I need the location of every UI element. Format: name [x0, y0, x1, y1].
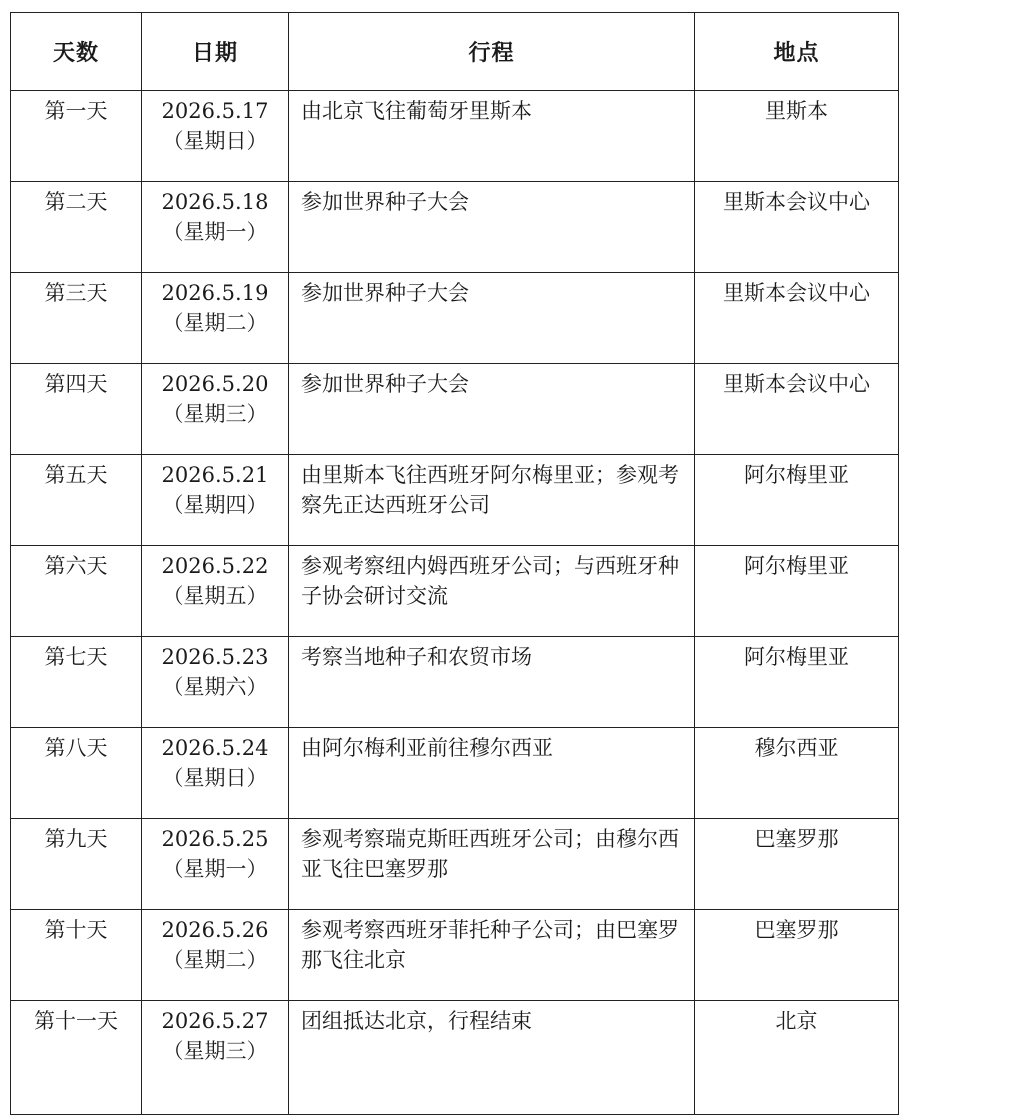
table-row — [11, 273, 899, 364]
day-cell: 第十天 — [11, 910, 142, 1001]
date-cell — [142, 273, 289, 364]
weekday-value: （星期日） — [162, 129, 268, 153]
table-row — [11, 364, 899, 455]
date-value: 2026.5.19 — [161, 281, 269, 305]
day-cell: 第三天 — [11, 273, 142, 364]
table-row — [11, 91, 899, 182]
itinerary-sheet — [10, 12, 899, 1115]
date-cell — [142, 910, 289, 1001]
table-row — [11, 819, 899, 910]
date-value: 2026.5.23 — [161, 645, 269, 669]
day-cell: 第一天 — [11, 91, 142, 182]
location-cell: 巴塞罗那 — [695, 819, 899, 910]
weekday-value: （星期一） — [162, 857, 268, 881]
date-cell — [142, 364, 289, 455]
weekday-value: （星期三） — [162, 402, 268, 426]
weekday-value: （星期二） — [162, 948, 268, 972]
table-row — [11, 910, 899, 1001]
location-cell: 北京 — [695, 1001, 899, 1115]
header-day: 天数 — [11, 13, 142, 91]
location-cell: 巴塞罗那 — [695, 910, 899, 1001]
itinerary-cell: 参观考察瑞克斯旺西班牙公司；由穆尔西亚飞往巴塞罗那 — [289, 819, 695, 910]
table-row — [11, 182, 899, 273]
itinerary-cell: 由北京飞往葡萄牙里斯本 — [289, 91, 695, 182]
table-header — [11, 13, 899, 91]
day-cell: 第七天 — [11, 637, 142, 728]
location-cell: 穆尔西亚 — [695, 728, 899, 819]
table-row — [11, 455, 899, 546]
itinerary-cell: 参加世界种子大会 — [289, 182, 695, 273]
date-cell — [142, 455, 289, 546]
location-cell: 里斯本会议中心 — [695, 364, 899, 455]
day-cell: 第十一天 — [11, 1001, 142, 1115]
table-row — [11, 1001, 899, 1115]
itinerary-cell: 考察当地种子和农贸市场 — [289, 637, 695, 728]
itinerary-cell: 参观考察纽内姆西班牙公司；与西班牙种子协会研讨交流 — [289, 546, 695, 637]
date-cell — [142, 91, 289, 182]
day-cell: 第九天 — [11, 819, 142, 910]
location-cell: 里斯本会议中心 — [695, 182, 899, 273]
date-value: 2026.5.21 — [161, 463, 269, 487]
date-value: 2026.5.26 — [161, 918, 269, 942]
weekday-value: （星期三） — [162, 1039, 268, 1063]
day-cell: 第四天 — [11, 364, 142, 455]
date-value: 2026.5.22 — [161, 554, 269, 578]
header-row — [11, 13, 899, 91]
date-cell — [142, 637, 289, 728]
weekday-value: （星期六） — [162, 675, 268, 699]
date-value: 2026.5.27 — [161, 1009, 269, 1033]
date-value: 2026.5.24 — [161, 736, 269, 760]
weekday-value: （星期一） — [162, 220, 268, 244]
date-value: 2026.5.17 — [161, 99, 269, 123]
itinerary-cell: 参加世界种子大会 — [289, 273, 695, 364]
table-row — [11, 637, 899, 728]
date-value: 2026.5.25 — [161, 827, 269, 851]
weekday-value: （星期二） — [162, 311, 268, 335]
header-date: 日期 — [142, 13, 289, 91]
header-itinerary: 行程 — [289, 13, 695, 91]
weekday-value: （星期四） — [162, 493, 268, 517]
itinerary-cell: 团组抵达北京，行程结束 — [289, 1001, 695, 1115]
day-cell: 第六天 — [11, 546, 142, 637]
weekday-value: （星期五） — [162, 584, 268, 608]
location-cell: 里斯本会议中心 — [695, 273, 899, 364]
weekday-value: （星期日） — [162, 766, 268, 790]
location-cell: 阿尔梅里亚 — [695, 637, 899, 728]
date-value: 2026.5.18 — [161, 190, 269, 214]
day-cell: 第二天 — [11, 182, 142, 273]
itinerary-cell: 由阿尔梅利亚前往穆尔西亚 — [289, 728, 695, 819]
table-row — [11, 728, 899, 819]
date-value: 2026.5.20 — [161, 372, 269, 396]
date-cell — [142, 182, 289, 273]
date-cell — [142, 728, 289, 819]
table-body — [11, 91, 899, 1115]
date-cell — [142, 1001, 289, 1115]
location-cell: 阿尔梅里亚 — [695, 455, 899, 546]
itinerary-cell: 参加世界种子大会 — [289, 364, 695, 455]
day-cell: 第五天 — [11, 455, 142, 546]
day-cell: 第八天 — [11, 728, 142, 819]
table-row — [11, 546, 899, 637]
header-location: 地点 — [695, 13, 899, 91]
location-cell: 里斯本 — [695, 91, 899, 182]
date-cell — [142, 819, 289, 910]
date-cell — [142, 546, 289, 637]
itinerary-table — [10, 12, 899, 1115]
itinerary-cell: 参观考察西班牙菲托种子公司；由巴塞罗那飞往北京 — [289, 910, 695, 1001]
location-cell: 阿尔梅里亚 — [695, 546, 899, 637]
itinerary-cell: 由里斯本飞往西班牙阿尔梅里亚；参观考察先正达西班牙公司 — [289, 455, 695, 546]
